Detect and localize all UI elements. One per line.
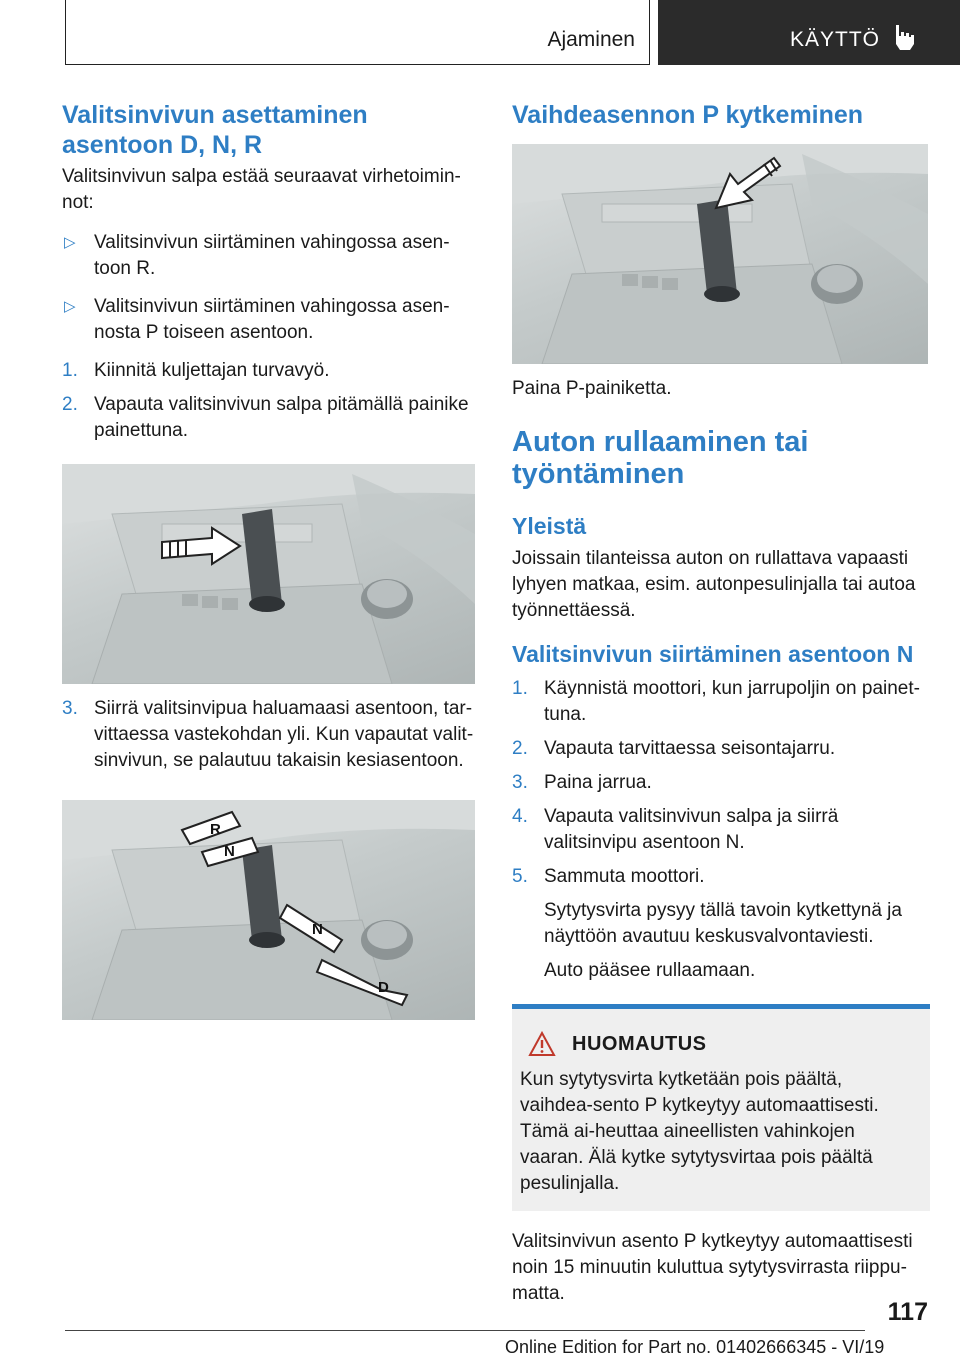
notice-title: HUOMAUTUS bbox=[572, 1032, 707, 1055]
position-n-label-lower: N bbox=[312, 921, 323, 938]
position-n-label-upper: N bbox=[224, 843, 235, 860]
warning-triangle-icon bbox=[528, 1031, 556, 1057]
step-item: 2. Vapauta valitsinvivun salpa pitämällä painike painettuna. bbox=[62, 394, 469, 441]
left-column bbox=[62, 100, 477, 1020]
header-section-box bbox=[65, 0, 650, 65]
header-chapter-box bbox=[658, 0, 960, 65]
step-item: 2. Vapauta tarvittaessa seisontajarru. bbox=[512, 738, 836, 759]
heading-engage-p: Vaihdeasennon P kytkeminen bbox=[512, 101, 864, 129]
subheading-move-to-n: Valitsinvivun siirtäminen asentoon N bbox=[512, 641, 914, 667]
triangle-bullet-icon: ▷ bbox=[64, 298, 76, 315]
notice-header bbox=[528, 1031, 920, 1057]
page-number: 117 bbox=[887, 1298, 928, 1326]
pointing-hand-icon bbox=[890, 22, 920, 52]
photo-illustration bbox=[62, 800, 475, 1020]
position-d-label: D bbox=[378, 979, 389, 996]
step-item: 1. Käynnistä moottori, kun jarrupoljin on painet-tuna. bbox=[512, 678, 920, 725]
closing-paragraph: Valitsinvivun asento P kytkeytyy automaattisesti noin 15 minuutin kuluttua sytytysvirrasta riippu-matta. bbox=[512, 1231, 913, 1304]
notice-box bbox=[512, 1004, 930, 1211]
p-button-caption: Paina P-painiketta. bbox=[512, 378, 672, 399]
notice-text: Kun sytytysvirta kytketään pois päältä, vaihdea-sento P kytkeytyy automaattisesti. Tämä ai-heuttaa aineellisten vahinkojen vaaran. Älä kytke sytytysvirtaa pois päältä pesulinjalla. bbox=[520, 1069, 879, 1194]
general-paragraph: Joissain tilanteissa auton on rullattava vapaasti lyhyen matkaa, esim. autonpesulinjalla tai autoa työnnettäessä. bbox=[512, 548, 916, 621]
position-r-label: R bbox=[210, 821, 221, 838]
intro-paragraph: Valitsinvivun salpa estää seuraavat virhetoimin-not: bbox=[62, 166, 461, 213]
footer-divider bbox=[65, 1330, 865, 1331]
triangle-bullet-icon: ▷ bbox=[64, 234, 76, 251]
step-item: 1. Kiinnitä kuljettajan turvavyö. bbox=[62, 360, 330, 381]
list-item: ▷ Valitsinvivun siirtäminen vahingossa asen-toon R. bbox=[64, 232, 450, 279]
photo-illustration bbox=[62, 464, 475, 684]
list-item: ▷ Valitsinvivun siirtäminen vahingossa asen-nosta P toiseen asentoon. bbox=[64, 296, 450, 343]
photo-selector-positions bbox=[62, 800, 475, 1020]
photo-illustration bbox=[512, 144, 928, 364]
footer-edition: Online Edition for Part no. 01402666345 - VI/19 bbox=[505, 1337, 885, 1357]
header-chapter-title: KÄYTTÖ bbox=[790, 28, 881, 51]
step-item: 3. Paina jarrua. bbox=[512, 772, 652, 793]
right-column bbox=[512, 100, 930, 1307]
header-section-title: Ajaminen bbox=[547, 28, 635, 51]
step5-result: Auto pääsee rullaamaan. bbox=[544, 960, 756, 981]
step-item: 4. Vapauta valitsinvivun salpa ja siirrä valitsinvipu asentoon N. bbox=[512, 806, 839, 853]
heading-rolling-pushing: Auton rullaaminen tai työntäminen bbox=[512, 426, 809, 490]
step-item: 3. Siirrä valitsinvipua haluamaasi asentoon, tar-vittaessa vastekohdan yli. Kun vapautat valit-sinvivun, se palautuu takaisin kesiasentoon. bbox=[62, 698, 474, 771]
heading-select-d-n-r: Valitsinvivun asettaminen asentoon D, N, R bbox=[62, 101, 368, 159]
photo-p-button bbox=[512, 144, 928, 364]
subheading-general: Yleistä bbox=[512, 513, 587, 539]
step5-detail: Sytytysvirta pysyy tällä tavoin kytkettynä ja näyttöön avautuu keskusvalvontaviesti. bbox=[544, 900, 902, 947]
step-item: 5. Sammuta moottori. bbox=[512, 866, 705, 887]
photo-selector-lever-release bbox=[62, 464, 475, 684]
